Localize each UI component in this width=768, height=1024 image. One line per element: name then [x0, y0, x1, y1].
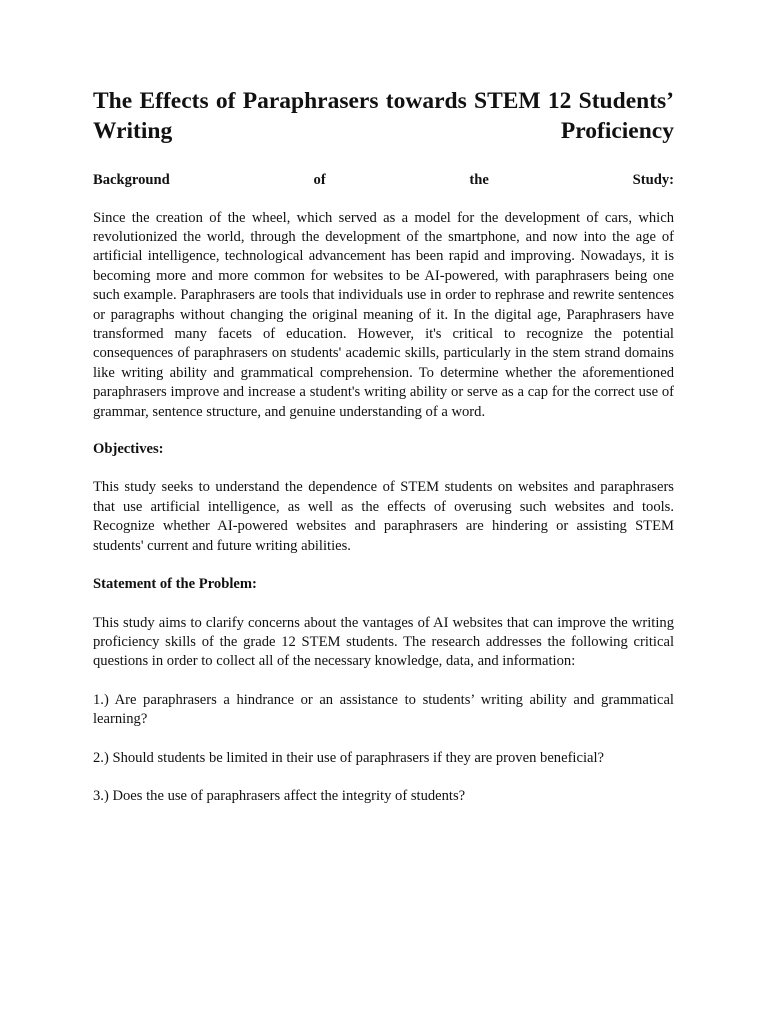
problem-heading: Statement of the Problem: [93, 576, 257, 593]
research-question-2: 2.) Should students be limited in their use of paraphrasers if they are proven beneficial? [93, 749, 605, 766]
objectives-heading: Objectives: [93, 440, 164, 457]
background-heading: Background of the Study: [93, 172, 674, 188]
research-question-1: 1.) Are paraphrasers a hindrance or an assistance to students’ writing ability and grammatical learning? [93, 691, 674, 728]
objectives-paragraph: This study seeks to understand the dependence of STEM students on websites and paraphrasers that use artificial intelligence, as well as the effects of overusing such websites and tools. Recognize whether AI-powered websites and paraphrasers are hindering or assisting STEM students' current and future writing abilities. [93, 479, 674, 554]
research-question-3: 3.) Does the use of paraphrasers affect the integrity of students? [93, 788, 466, 805]
document-title: The Effects of Paraphrasers towards STEM 12 Students’ Writing Proficiency [93, 88, 674, 144]
problem-paragraph: This study aims to clarify concerns about the vantages of AI websites that can improve the writing proficiency skills of the grade 12 STEM students. The research addresses the following critical questions in order to collect all of the necessary knowledge, data, and information: [93, 614, 674, 670]
document-content [93, 86, 674, 806]
background-paragraph: Since the creation of the wheel, which served as a model for the development of cars, which revolutionized the world, through the development of the smartphone, and now into the age of artificial intelligence, technological advancement has been rapid and improving. Nowadays, it is becoming more and more common for websites to be AI-powered, with paraphrasers being one such example. Paraphrasers are tools that individuals use in order to rephrase and rewrite sentences or paragraphs without changing the original meaning of it. In the digital age, Paraphrasers have transformed many facets of education. However, it's critical to recognize the potential consequences of paraphrasers on students' academic skills, particularly in the stem strand domains like writing ability and grammatical comprehension. To determine whether the aforementioned paraphrasers improve and increase a student's writing ability or serve as a cap for the correct use of grammar, sentence structure, and genuine understanding of a word. [93, 209, 674, 420]
